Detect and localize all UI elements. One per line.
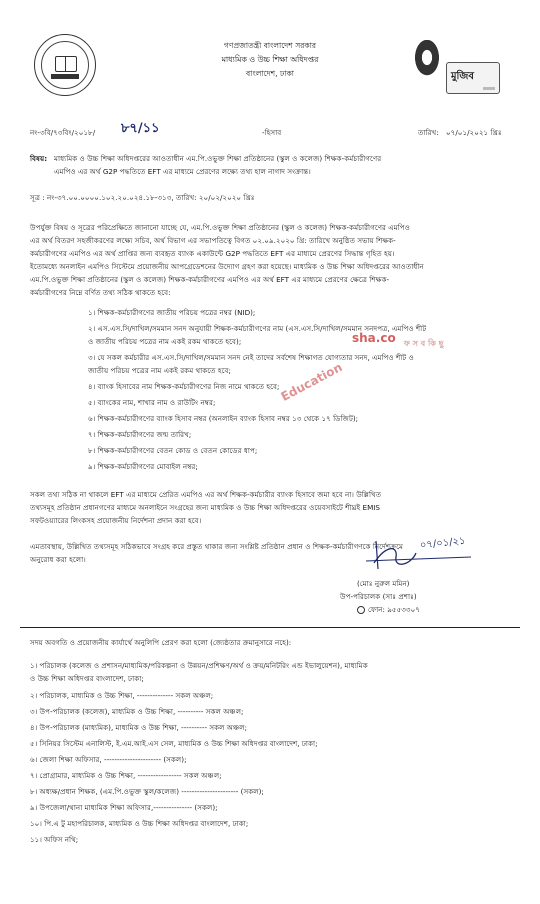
distribution-item: ৫। সিনিয়র সিস্টেম এনালিস্ট, ই.এম.আই.এস সেল, মাধ্যমিক ও উচ্চ শিক্ষা অধিদপ্তর বাংলাদেশ, ঢাকা;: [30, 739, 318, 748]
list-item: ৭। শিক্ষক-কর্মচারীগণের জন্ম তারিখ;: [88, 430, 192, 439]
list-item: ও জাতীয় পরিচয় পত্রের নাম একই রকম থাকতে হবে);: [88, 337, 242, 346]
para1-line-4: ইতোমধ্যে অনলাইন এমপিও সিস্টেমে প্রয়োজনীয় আপগ্রেডেশনের উদ্যোগ গ্রহণ করা হয়েছে। মাধ্যমিক ও উচ্চ শিক্ষা অধিদপ্তরের আওতাধীন: [30, 262, 424, 271]
para3-line-1: এমতাবস্থায়, উল্লিখিত তথ্যসমূহ সঠিকভাবে সংগ্রহ করে প্রস্তুত থাকার জন্য সংশ্লিষ্ট প্রতিষ্ঠান প্রধান ও শিক্ষক-কর্মচারীগণকে নির্দেশক্রমে: [30, 542, 403, 551]
date-label: তারিখ:: [418, 128, 439, 137]
portrait-photo-icon: [405, 40, 445, 90]
phone-icon: [357, 606, 365, 614]
list-item: ৮। শিক্ষক-কর্মচারীগণের বেতন কোড ও বেতন কোডের ধাপ;: [88, 446, 258, 455]
signatory-name: (মোঃ নুরুল মমিন): [357, 579, 410, 588]
para1-line-3: কর্মচারীগণের এমপিও এর অর্থ প্রাপ্তির জন্য ব্যবহৃত ব্যাংক একাউন্টে G2P পদ্ধতিতে EFT এর মাধ্যমে প্রেরণের সিদ্ধান্ত গৃহিত হয়।: [30, 249, 395, 258]
distribution-intro: সদয় অবগতি ও প্রয়োজনীয় কার্যার্থে অনুলিপি প্রেরণ করা হলো (জ্যেষ্ঠতার ক্রমানুসারে নহে):: [30, 638, 292, 647]
list-item: ১। শিক্ষক-কর্মচারীগণের জাতীয় পরিচয় পত্রের নম্বর (NID);: [88, 308, 256, 317]
watermark-site: sha.co: [352, 331, 396, 345]
signatory-designation: উপ-পরিচালক (সাঃ প্রশাঃ): [340, 592, 417, 601]
date-value: ০৭/০১/২০২১ খ্রিঃ: [446, 128, 502, 137]
subject-label: বিষয়:: [30, 154, 48, 163]
handwritten-signature-date: ০৭/০১/২১: [419, 535, 467, 552]
memo-reference: নং-৩বি/৭৩বিং/২০১৮/: [30, 128, 96, 137]
subject-line-2: এমপিও এর অর্থ G2P পদ্ধতিতে EFT এর মাধ্যমে প্রেরণের লক্ষ্যে তথ্য হাল নাগাদ সংক্রান্ত।: [54, 167, 311, 176]
para2-line-3: সফটওয়্যারের লিংকসহ প্রয়োজনীয় নির্দেশনা প্রদান করা হবে।: [30, 516, 202, 525]
watermark-text: Education: [278, 360, 345, 404]
list-item: ৩। যে সকল কর্মচারীর এস.এস.সি/দাখিল/সমমান সনদ নেই তাদের সর্বশেষ শিক্ষাগত যোগ্যতার সনদ, এমপিও শীট ও: [88, 353, 414, 362]
distribution-item: ৯। উপজেলা/থানা মাধ্যমিক শিক্ষা অফিসার,--------------- (সকল);: [30, 803, 218, 812]
distribution-item: ও উচ্চ শিক্ষা অধিদপ্তর বাংলাদেশ, ঢাকা;: [30, 674, 144, 683]
list-item: ২। এস.এস.সি/দাখিল/সমমান সনদ অনুযায়ী শিক্ষক-কর্মচারীগণের নাম (এস.এস.সি/দাখিল/সমমান সনদপত্র, এমপিও শীট: [88, 324, 427, 333]
para1-line-1: উপর্যুক্ত বিষয় ও সূত্রের পরিপ্রেক্ষিতে জানানো যাচ্ছে যে, এম.পি.ওভুক্ত শিক্ষা প্রতিষ্ঠানের (স্কুল ও কলেজ) শিক্ষক-কর্মচারীগণের এমপিও: [30, 223, 410, 232]
distribution-item: ৮। অধ্যক্ষ/প্রধান শিক্ষক, (এম.পি.ওভুক্ত স্কুল/কলেজ) ---------------------- (সকল);: [30, 787, 264, 796]
distribution-item: ২। পরিচালক, মাধ্যমিক ও উচ্চ শিক্ষা, -------------- সকল অঞ্চল;: [30, 691, 214, 700]
handwritten-memo-number: ৮৭/১১: [121, 121, 160, 136]
mujib-year-logo-icon: [446, 62, 500, 94]
logo-text: মুজিব: [451, 71, 474, 82]
distribution-item: ৪। উপ-পরিচালক (মাধ্যমিক), মাধ্যমিক ও উচ্চ শিক্ষা, ---------- সকল অঞ্চল;: [30, 723, 248, 732]
distribution-item: ১। পরিচালক (কলেজ ও প্রশাসন/মাধ্যমিক/পরিকল্পনা ও উন্নয়ন/প্রশিক্ষণ/অর্থ ও ক্রয়/মনিটরিং এন্ড ইভালুয়েশন), মাধ্যমিক: [30, 661, 368, 670]
header-line-2: মাধ্যমিক ও উচ্চ শিক্ষা অধিদপ্তর: [221, 55, 319, 64]
distribution-item: ১১। অফিস নথি;: [30, 835, 79, 844]
para2-line-2: তথ্যসমূহ প্রতিষ্ঠান প্রধানগণের মাধ্যমে অনলাইনে সংগ্রহের জন্য মাধ্যমিক ও উচ্চ শিক্ষা অধিদপ্তরের ওয়েবসাইটে শীঘ্রই EMIS: [30, 503, 380, 512]
distribution-item: ১০। পি.এ টু মহাপরিচালক, মাধ্যমিক ও উচ্চ শিক্ষা অধিদপ্তর বাংলাদেশ, ঢাকা;: [30, 819, 249, 828]
list-item: ৪। ব্যাংক হিসাবের নাম শিক্ষক-কর্মচারীগণের নিজ নামে থাকতে হবে;: [88, 382, 280, 391]
header-line-3: বাংলাদেশ, ঢাকা: [246, 69, 294, 78]
signatory-phone: ফোন: ৯৫৫৩৩০৭: [368, 605, 420, 614]
distribution-item: ৬। জেলা শিক্ষা অফিসার, ---------------------- (সকল);: [30, 755, 187, 764]
para2-line-1: সকল তথ্য সঠিক না থাকলে EFT এর মাধ্যমে প্রেরিত এমপিও এর অর্থ শিক্ষক-কর্মচারীর ব্যাংক হিসাবে জমা হবে না। উল্লিখিত: [30, 490, 382, 499]
government-seal-icon: [34, 34, 96, 96]
watermark-tagline: ফ স ব কি ছু: [404, 339, 444, 348]
distribution-item: ৭। প্রোগ্রামার, মাধ্যমিক ও উচ্চ শিক্ষা, ----------------- সকল অঞ্চল;: [30, 771, 222, 780]
divider: [20, 627, 520, 628]
list-item: ৯। শিক্ষক-কর্মচারীগণের মোবাইল নম্বর;: [88, 462, 198, 471]
memo-section: -হিসাব: [262, 128, 282, 137]
list-item: জাতীয় পরিচয় পত্রের নাম একই রকম থাকতে হবে;: [88, 366, 231, 375]
list-item: ৬। শিক্ষক-কর্মচারীগণের ব্যাংক হিসাব নম্বর (অনলাইন ব্যাংক হিসাব নম্বর ১৩ থেকে ১৭ ডিজিট);: [88, 414, 359, 423]
para1-line-5: এম.পি.ওভুক্ত শিক্ষা প্রতিষ্ঠানের (স্কুল ও কলেজ) শিক্ষক-কর্মচারীগণের এমপিও এর অর্থ EFT এর মাধ্যমে প্রেরণের ক্ষেত্রে শিক্ষক-: [30, 275, 390, 284]
para3-line-2: অনুরোধ করা হলো।: [30, 555, 86, 564]
distribution-item: ৩। উপ-পরিচালক (কলেজ), মাধ্যমিক ও উচ্চ শিক্ষা, ---------- সকল অঞ্চল;: [30, 707, 244, 716]
para1-line-6: কর্মচারীগণের নিম্নে বর্ণিত তথ্য সঠিক থাকতে হবে:: [30, 288, 171, 297]
header-line-1: গণপ্রজাতন্ত্রী বাংলাদেশ সরকার: [223, 41, 317, 50]
subject-line-1: মাধ্যমিক ও উচ্চ শিক্ষা অধিদপ্তরের আওতাধীন এম.পি.ওভুক্ত শিক্ষা প্রতিষ্ঠানের (স্কুল ও কলেজ) শিক্ষক-কর্মচারীগণের: [54, 154, 382, 163]
list-item: ৫। ব্যাংকের নাম, শাখার নাম ও রাউটিং নম্বর;: [88, 398, 216, 407]
para1-line-2: এর অর্থ বিতরণ সহজীকরণের লক্ষ্যে সচিব, অর্থ বিভাগ এর সভাপতিত্বে বিগত ০২.০৯.২০২০ খ্রি: তারিখে অনুষ্ঠিত সভায় শিক্ষক-: [30, 236, 396, 245]
reference-sutra: সূত্র : নং-৩৭.০০.০০০০.১০২.২০.০২৪.১৮-৩১৩, তারিখ: ২০/০২/২০২০ খ্রিঃ: [30, 193, 255, 202]
